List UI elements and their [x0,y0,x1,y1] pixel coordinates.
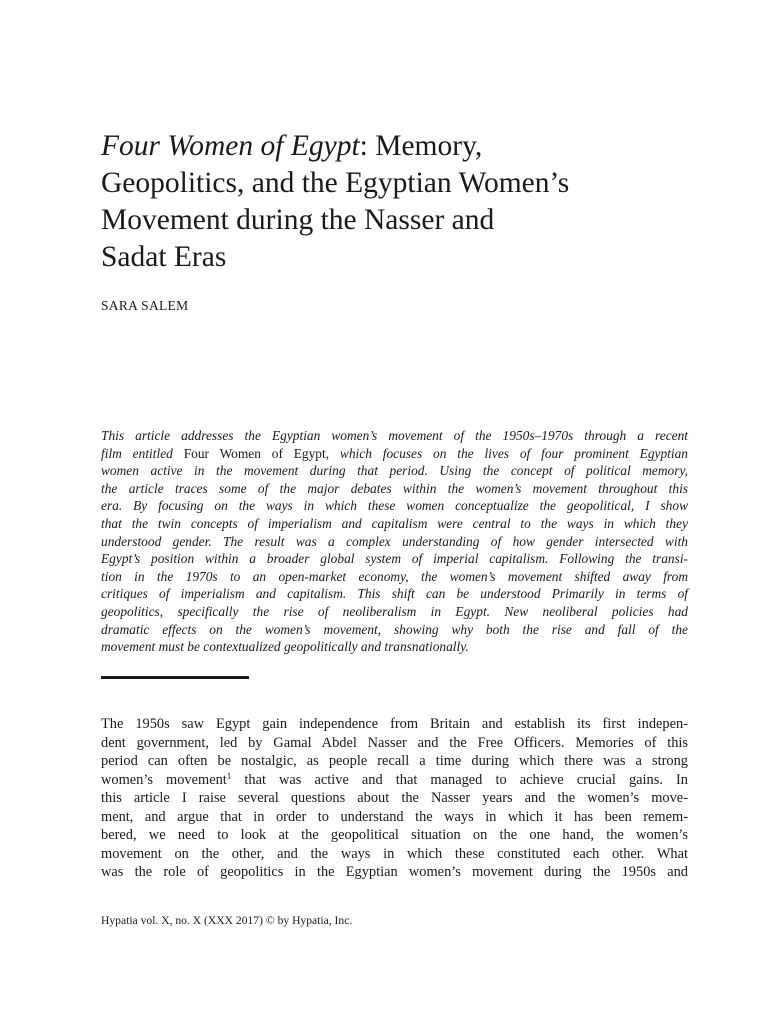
abstract-line: that the twin concepts of imperialism and capitalism were central to the ways in which they [101,515,688,531]
body-paragraph [101,715,688,882]
body-line: bered, we need to look at the geopolitical situation on the one hand, the women’s [101,827,688,843]
title-line-2: Geopolitics, and the Egyptian Women’s [101,167,570,199]
body-line: period can often be nostalgic, as people recall a time during which there was a strong [101,753,688,769]
body-line: was the role of geopolitics in the Egyptian women’s movement during the 1950s and [101,864,688,880]
title-line-4: Sadat Eras [101,241,227,273]
footnote-marker[interactable]: 1 [226,770,232,781]
body-line: women’s movement$^1$ that was active and that managed to achieve crucial gains. In [101,770,688,788]
body-line: ment, and argue that in order to understand the ways in which it has been remem- [101,808,688,825]
abstract-line: This article addresses the Egyptian women’s movement of the 1950s–1970s through a recent [101,428,688,443]
abstract-line: dramatic effects on the women’s movement, showing why both the rise and fall of the [101,621,688,637]
abstract-line: tion in the 1970s to an open-market economy, the women’s movement shifted away from [101,568,688,584]
article-title [101,128,701,276]
title-line-3: Movement during the Nasser and [101,204,495,236]
body-line: The 1950s saw Egypt gain independence from Britain and establish its first indepen- [101,716,688,732]
abstract-line: women active in the movement during that period. Using the concept of political memory, [101,463,688,479]
body-line: this article I raise several questions about the Nasser years and the women’s move- [101,790,688,806]
abstract-line: movement must be contextualized geopolitically and transnationally. [101,639,469,655]
abstract-line: Egypt’s position within a broader global system of imperial capitalism. Following the transi- [101,551,688,567]
abstract-line: era. By focusing on the ways in which these women conceptualize the geopolitical, I show [101,498,688,514]
abstract-line: critiques of imperialism and capitalism. This shift can be understood Primarily in terms of [101,586,688,602]
title-line-1: Four Women of Egypt: Memory, [101,130,483,162]
abstract-line: geopolitics, specifically the rise of neoliberalism in Egypt. New neoliberal policies had [101,603,688,619]
body-line: dent government, led by Gamal Abdel Nasser and the Free Officers. Memories of this [101,734,688,751]
abstract-line: film entitled Four Women of Egypt, which focuses on the lives of four prominent Egyptian [101,445,688,461]
section-divider [101,676,249,679]
body-line: movement on the other, and the ways in which these constituted each other. What [101,845,688,862]
author-name: SARA SALEM [101,298,189,313]
abstract-film-name: Four Women of Egypt [183,445,326,461]
journal-footer: Hypatia vol. X, no. X (XXX 2017) © by Hypatia, Inc. [101,914,353,927]
abstract-line: the article traces some of the major debates within the women’s movement throughout this [101,480,688,496]
abstract-line: understood gender. The result was a complex understanding of how gender intersected with [101,533,688,549]
abstract [101,427,688,656]
title-film-name: Four Women of Egypt [101,130,360,162]
